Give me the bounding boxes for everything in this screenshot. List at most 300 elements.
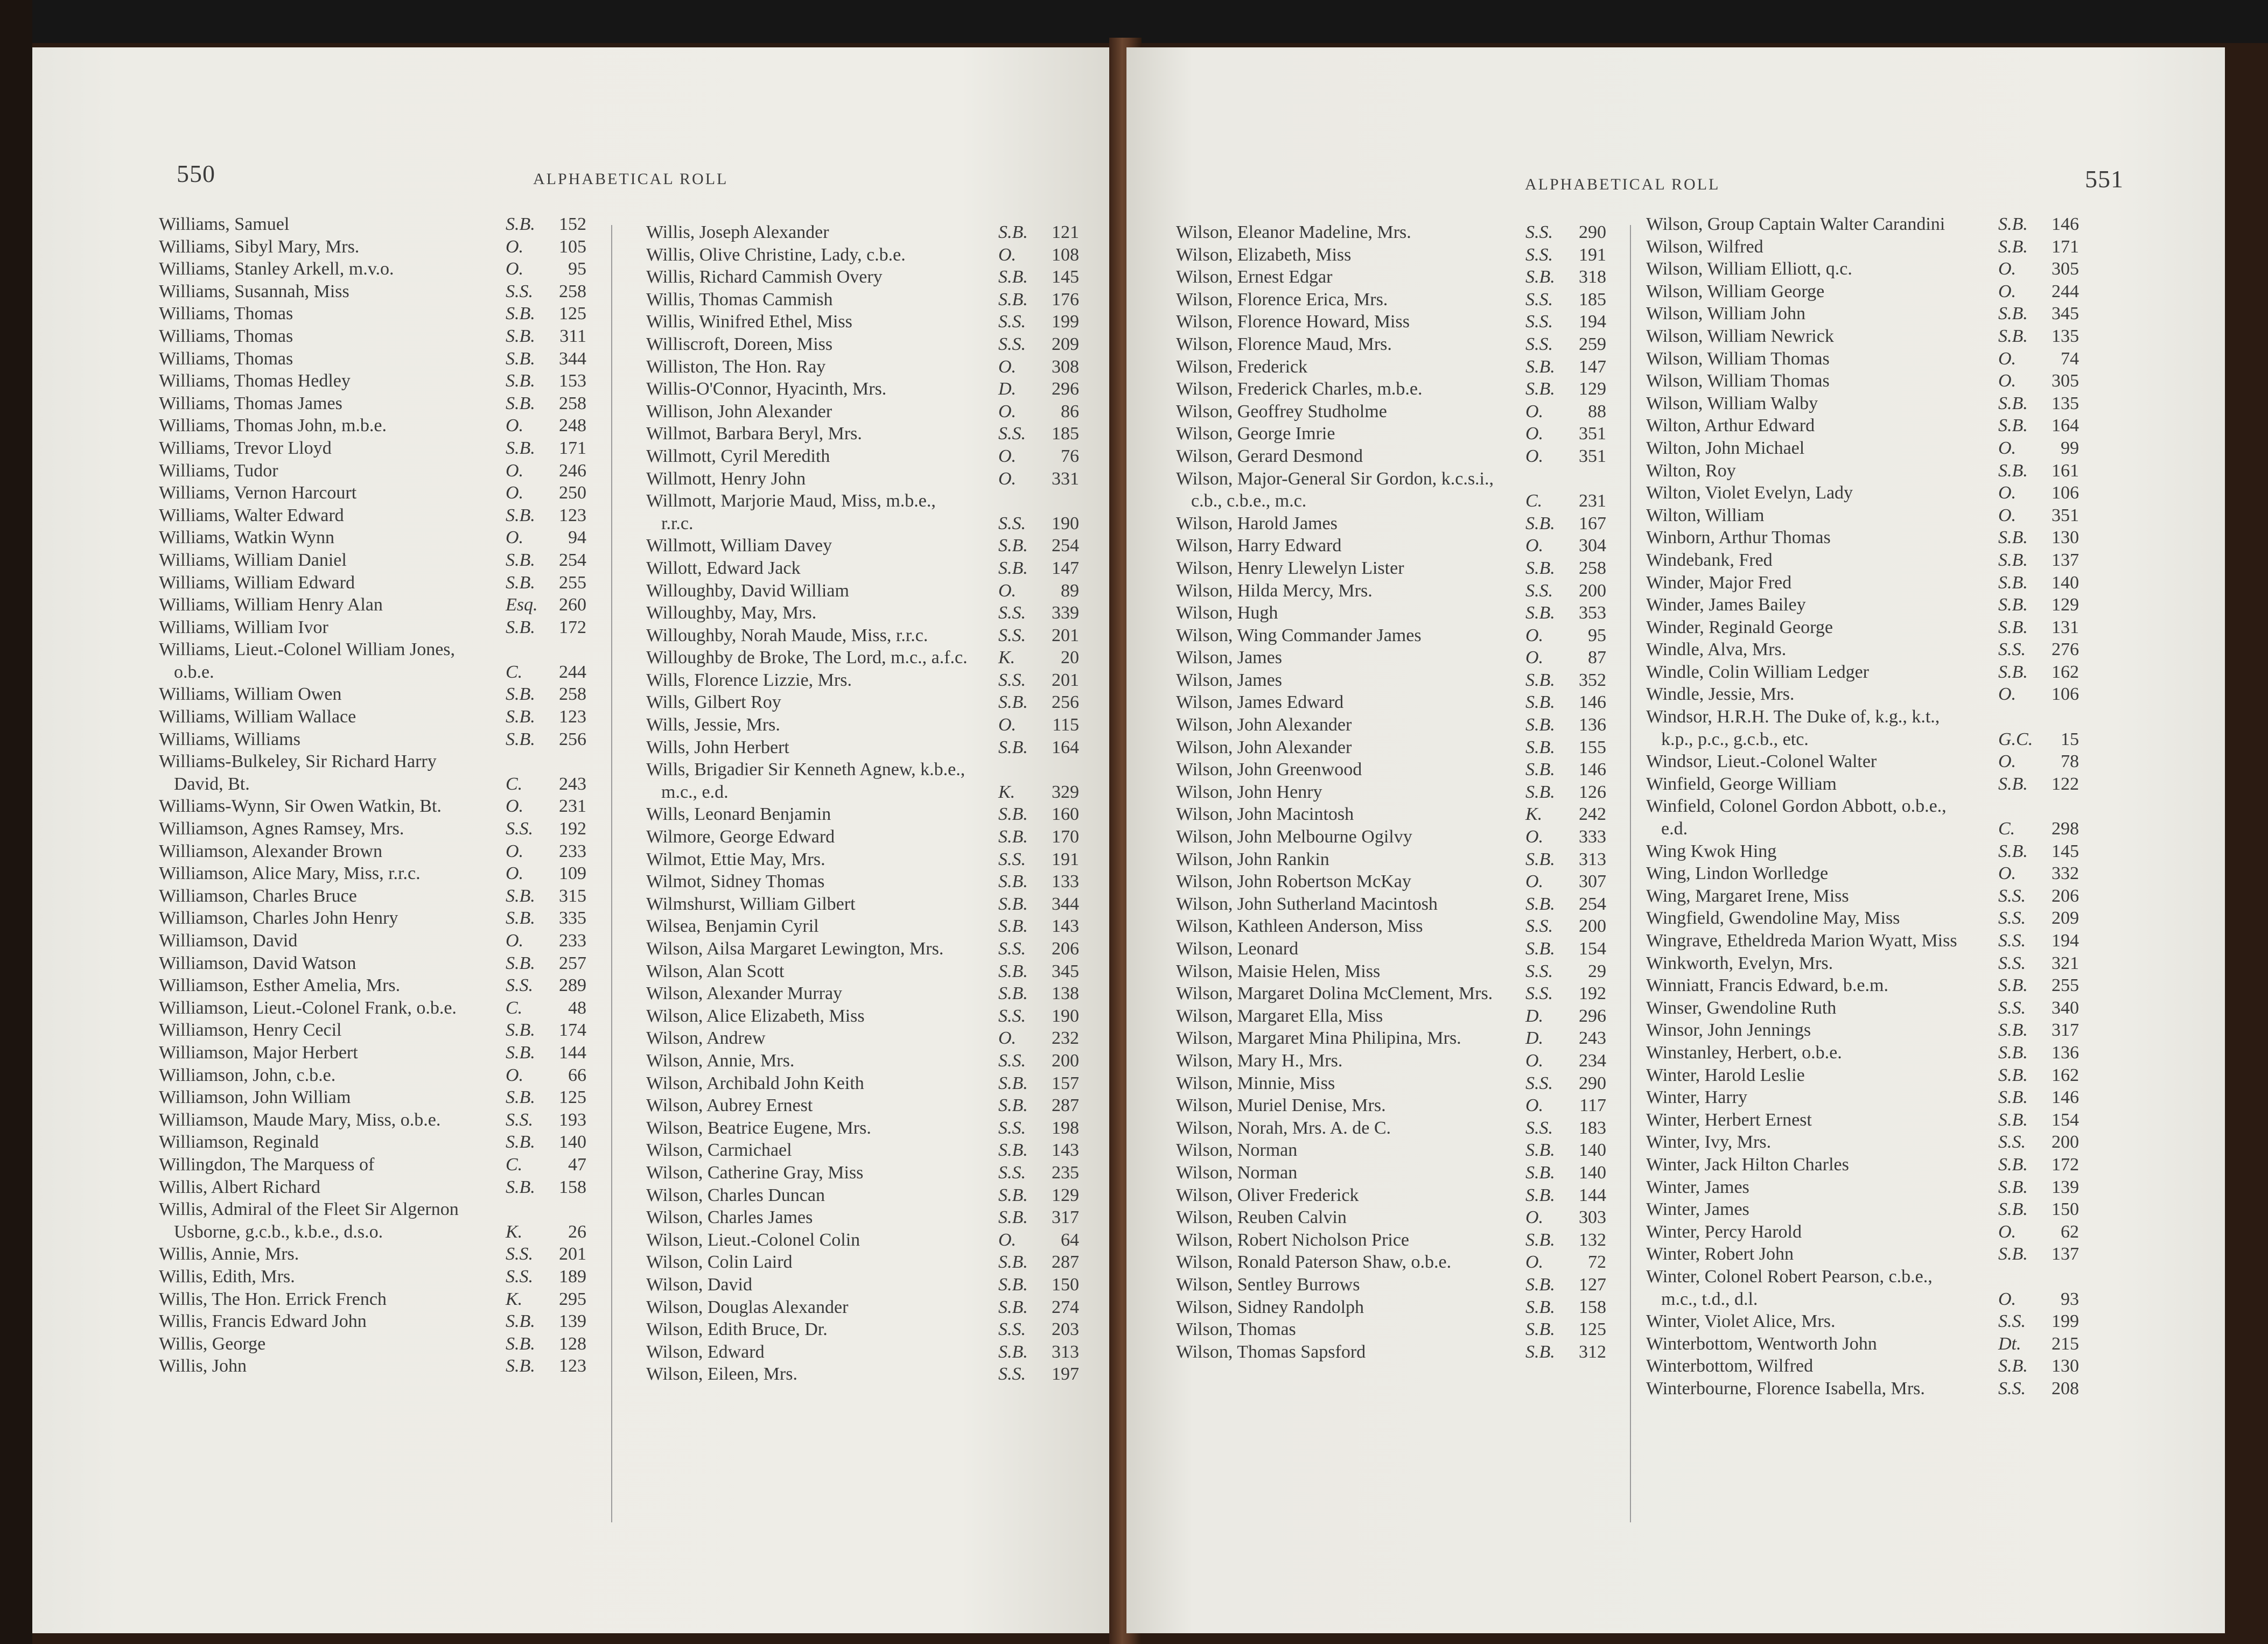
entry-page: 194 xyxy=(1579,312,1606,332)
entry-service: S.S. xyxy=(998,513,1026,533)
entry-name: Willmot, Barbara Beryl, Mrs. xyxy=(646,424,862,444)
entry-page: 162 xyxy=(2052,662,2079,682)
index-entry xyxy=(1646,930,2082,952)
entry-page: 144 xyxy=(559,1042,586,1063)
entry-name: Willis, Albert Richard xyxy=(159,1177,320,1197)
entry-service: O. xyxy=(1525,401,1544,421)
entry-name: Willis, Admiral of the Fleet Sir Algernon Usborne, g.c.b., k.b.e., d.s.o. xyxy=(159,1199,459,1242)
index-entry xyxy=(159,1064,590,1087)
entry-name: Wilson, William Walby xyxy=(1646,393,1818,413)
index-entry xyxy=(159,750,590,795)
index-entry xyxy=(1646,638,2082,661)
index-entry xyxy=(646,289,1082,311)
entry-service: S.S. xyxy=(1998,1378,2026,1399)
entry-page: 321 xyxy=(2052,953,2079,973)
entry-service: O. xyxy=(1525,827,1544,847)
entry-name: Wilson, Eleanor Madeline, Mrs. xyxy=(1176,222,1411,242)
index-entry xyxy=(1646,1154,2082,1176)
index-entry xyxy=(646,1027,1082,1050)
index-entry xyxy=(159,840,590,863)
index-entry xyxy=(159,706,590,728)
entry-name: Wilson, Group Captain Walter Carandini xyxy=(1646,214,1945,234)
entry-page: 115 xyxy=(1052,715,1079,735)
entry-page: 137 xyxy=(2052,550,2079,570)
index-entry xyxy=(159,1109,590,1132)
column-rule xyxy=(611,225,612,1522)
index-entry xyxy=(646,1094,1082,1117)
entry-page: 344 xyxy=(1052,894,1079,914)
entry-name: Willoughby, David William xyxy=(646,580,849,601)
index-entry xyxy=(159,1243,590,1266)
entry-page: 131 xyxy=(2052,617,2079,637)
entry-page: 351 xyxy=(1579,446,1606,466)
entry-page: 276 xyxy=(2052,640,2079,660)
entry-name: Windsor, H.R.H. The Duke of, k.g., k.t., k.p., p.c., g.c.b., etc. xyxy=(1646,707,1940,749)
entry-name: Williams, William Owen xyxy=(159,684,342,705)
entry-page: 139 xyxy=(2052,1177,2079,1197)
entry-service: S.B. xyxy=(998,983,1028,1004)
entry-service: S.B. xyxy=(1525,1230,1555,1250)
entry-name: Wilson, Andrew xyxy=(646,1028,766,1049)
entry-page: 233 xyxy=(559,841,586,861)
entry-name: Wilson, Norah, Mrs. A. de C. xyxy=(1176,1118,1391,1138)
entry-page: 203 xyxy=(1052,1319,1079,1340)
entry-service: S.B. xyxy=(1998,1020,2028,1041)
index-entry xyxy=(1646,862,2082,885)
entry-service: S.B. xyxy=(506,438,535,458)
entry-page: 87 xyxy=(1588,648,1606,668)
entry-page: 215 xyxy=(2052,1333,2079,1354)
entry-name: Wilson, Frederick xyxy=(1176,356,1308,377)
entry-name: Windle, Jessie, Mrs. xyxy=(1646,684,1795,705)
index-entry xyxy=(1646,437,2082,460)
entry-service: K. xyxy=(998,648,1016,668)
entry-service: S.B. xyxy=(1998,416,2028,436)
entry-name: Winniatt, Francis Edward, b.e.m. xyxy=(1646,975,1888,996)
entry-service: S.S. xyxy=(1525,916,1553,937)
entry-service: S.B. xyxy=(506,1311,535,1332)
index-entry xyxy=(159,1288,590,1311)
entry-page: 170 xyxy=(1052,827,1079,847)
entry-name: Wilson, Harold James xyxy=(1176,513,1338,533)
entry-service: S.S. xyxy=(1998,1132,2026,1153)
entry-name: Wilson, Henry Llewelyn Lister xyxy=(1176,558,1404,578)
entry-service: S.B. xyxy=(506,550,535,570)
entry-page: 172 xyxy=(2052,1154,2079,1175)
index-entry xyxy=(159,460,590,482)
entry-service: S.S. xyxy=(1525,1118,1553,1138)
index-entry xyxy=(646,938,1082,960)
entry-name: Wilson, Hilda Mercy, Mrs. xyxy=(1176,580,1373,601)
entry-page: 296 xyxy=(1579,1006,1606,1026)
entry-name: Wilson, William Elliott, q.c. xyxy=(1646,259,1852,279)
entry-service: S.B. xyxy=(506,393,535,413)
entry-name: Williams, Williams xyxy=(159,729,300,749)
entry-name: Williams, Thomas xyxy=(159,348,293,369)
entry-page: 158 xyxy=(559,1177,586,1197)
entry-name: Windle, Colin William Ledger xyxy=(1646,662,1869,682)
index-entry xyxy=(1646,303,2082,325)
entry-name: Winder, Reginald George xyxy=(1646,617,1833,637)
entry-service: S.B. xyxy=(1525,379,1555,399)
entry-name: Willingdon, The Marquess of xyxy=(159,1154,375,1175)
entry-name: Wilson, John Melbourne Ogilvy xyxy=(1176,827,1412,847)
entry-service: O. xyxy=(506,483,524,503)
entry-name: Wilson, Muriel Denise, Mrs. xyxy=(1176,1095,1386,1116)
index-entry xyxy=(159,616,590,639)
index-entry xyxy=(646,266,1082,289)
index-entry xyxy=(159,683,590,706)
entry-service: S.B. xyxy=(998,222,1028,242)
index-entry xyxy=(646,1251,1082,1274)
entry-service: O. xyxy=(506,796,524,817)
entry-page: 144 xyxy=(1579,1185,1606,1205)
index-entry xyxy=(1646,1266,2082,1310)
index-entry xyxy=(1176,445,1609,468)
index-entry xyxy=(1176,266,1609,289)
entry-page: 244 xyxy=(2052,281,2079,301)
entry-page: 199 xyxy=(2052,1311,2079,1332)
entry-name: Winter, Colonel Robert Pearson, c.b.e., m.c., t.d., d.l. xyxy=(1646,1266,1933,1309)
entry-service: S.B. xyxy=(506,953,535,973)
entry-name: Winterbottom, Wentworth John xyxy=(1646,1333,1877,1354)
entry-page: 201 xyxy=(1052,625,1079,645)
entry-service: S.B. xyxy=(1998,304,2028,324)
entry-name: Winter, Harry xyxy=(1646,1087,1747,1108)
entry-service: O. xyxy=(506,841,524,861)
entry-page: 86 xyxy=(1061,401,1079,421)
entry-page: 162 xyxy=(2052,1065,2079,1085)
index-entry xyxy=(1646,504,2082,527)
entry-page: 64 xyxy=(1061,1230,1079,1250)
entry-name: Wilson, John Sutherland Macintosh xyxy=(1176,894,1438,914)
entry-page: 145 xyxy=(1052,267,1079,287)
entry-name: Winterbottom, Wilfred xyxy=(1646,1356,1814,1376)
entry-page: 140 xyxy=(559,1132,586,1153)
entry-name: Willis, Olive Christine, Lady, c.b.e. xyxy=(646,244,906,265)
entry-service: S.B. xyxy=(998,961,1028,981)
index-entry xyxy=(1176,535,1609,557)
entry-name: Wilmore, George Edward xyxy=(646,827,835,847)
entry-name: Wilson, Florence Howard, Miss xyxy=(1176,312,1410,332)
entry-page: 137 xyxy=(2052,1244,2079,1264)
page-number: 551 xyxy=(2085,165,2124,193)
index-entry xyxy=(159,437,590,460)
entry-service: S.B. xyxy=(506,908,535,929)
entry-name: Wilson, James Edward xyxy=(1176,692,1344,713)
index-entry xyxy=(1176,803,1609,826)
entry-service: S.S. xyxy=(998,625,1026,645)
index-entry xyxy=(159,348,590,370)
entry-service: O. xyxy=(998,715,1017,735)
entry-page: 125 xyxy=(1579,1319,1606,1340)
entry-name: Wilson, John Henry xyxy=(1176,782,1322,802)
index-entry xyxy=(159,213,590,236)
entry-name: Wilson, James xyxy=(1176,648,1282,668)
entry-service: O. xyxy=(998,446,1017,466)
entry-page: 78 xyxy=(2061,751,2079,772)
entry-name: Wilson, Geoffrey Studholme xyxy=(1176,401,1387,421)
entry-name: Wilton, John Michael xyxy=(1646,438,1805,458)
entry-page: 135 xyxy=(2052,393,2079,413)
index-entry xyxy=(646,1005,1082,1028)
index-entry xyxy=(1646,526,2082,549)
entry-service: S.B. xyxy=(998,737,1028,757)
index-entry xyxy=(1646,616,2082,639)
entry-name: Wilsea, Benjamin Cyril xyxy=(646,916,819,937)
index-entry xyxy=(646,557,1082,580)
entry-name: Willis, The Hon. Errick French xyxy=(159,1289,387,1309)
entry-name: Wilson, Archibald John Keith xyxy=(646,1073,864,1093)
entry-page: 150 xyxy=(2052,1199,2079,1220)
index-entry xyxy=(646,1117,1082,1140)
entry-page: 47 xyxy=(568,1154,586,1175)
entry-service: S.B. xyxy=(998,1095,1028,1116)
entry-page: 305 xyxy=(2052,259,2079,279)
entry-name: Wilson, John Macintosh xyxy=(1176,804,1354,825)
entry-service: O. xyxy=(1525,625,1544,645)
entry-service: S.S. xyxy=(506,1244,533,1264)
index-entry xyxy=(1176,1206,1609,1229)
entry-page: 298 xyxy=(2052,819,2079,839)
entry-service: S.B. xyxy=(1525,1297,1555,1317)
entry-name: Winter, Harold Leslie xyxy=(1646,1065,1805,1085)
entry-service: S.B. xyxy=(506,371,535,391)
entry-page: 139 xyxy=(559,1311,586,1332)
entry-name: Wilson, James xyxy=(1176,670,1282,690)
entry-name: Wilson, Wilfred xyxy=(1646,236,1763,257)
entry-service: S.B. xyxy=(998,1140,1028,1161)
index-entry xyxy=(1646,907,2082,930)
entry-page: 109 xyxy=(559,863,586,884)
entry-page: 143 xyxy=(1052,916,1079,937)
entry-service: O. xyxy=(506,460,524,481)
index-entry xyxy=(159,504,590,527)
index-entry xyxy=(1176,1318,1609,1341)
index-entry xyxy=(646,960,1082,983)
entry-service: S.S. xyxy=(1525,222,1553,242)
entry-page: 155 xyxy=(1579,737,1606,757)
entry-name: Wilson, Harry Edward xyxy=(1176,536,1342,556)
entry-service: G.C. xyxy=(1998,729,2033,749)
entry-service: S.B. xyxy=(1525,1140,1555,1161)
entry-service: S.B. xyxy=(506,1042,535,1063)
index-entry xyxy=(646,1206,1082,1229)
index-entry xyxy=(646,356,1082,378)
entry-service: S.S. xyxy=(1998,886,2026,906)
entry-page: 351 xyxy=(1579,424,1606,444)
entry-service: S.B. xyxy=(1998,774,2028,794)
index-entry xyxy=(646,580,1082,602)
index-entry xyxy=(646,1341,1082,1364)
entry-name: Wilson, Colin Laird xyxy=(646,1252,793,1273)
entry-name: Wilson, Margaret Mina Philipina, Mrs. xyxy=(1176,1028,1461,1049)
index-entry xyxy=(646,669,1082,692)
entry-page: 303 xyxy=(1579,1207,1606,1228)
entry-page: 154 xyxy=(2052,1109,2079,1130)
index-entry xyxy=(1646,1064,2082,1087)
entry-page: 191 xyxy=(1579,244,1606,265)
entry-name: Willis, George xyxy=(159,1333,266,1354)
entry-service: Esq. xyxy=(506,595,538,615)
entry-name: Winterbourne, Florence Isabella, Mrs. xyxy=(1646,1378,1925,1399)
index-entry xyxy=(1646,236,2082,258)
entry-page: 176 xyxy=(1052,289,1079,310)
entry-name: Willis, Edith, Mrs. xyxy=(159,1266,295,1287)
entry-page: 157 xyxy=(1052,1073,1079,1093)
entry-page: 331 xyxy=(1052,468,1079,489)
entry-name: Winter, Percy Harold xyxy=(1646,1221,1802,1242)
entry-page: 194 xyxy=(2052,931,2079,951)
entry-name: Williams, William Wallace xyxy=(159,707,356,727)
entry-service: O. xyxy=(506,931,524,951)
index-entry xyxy=(1176,826,1609,848)
entry-service: S.B. xyxy=(1525,939,1555,959)
entry-name: Williamson, Henry Cecil xyxy=(159,1020,342,1041)
entry-service: S.B. xyxy=(1525,670,1555,690)
index-entry xyxy=(646,736,1082,759)
entry-name: Wilson, Alice Elizabeth, Miss xyxy=(646,1006,865,1026)
entry-page: 132 xyxy=(1579,1230,1606,1250)
index-entry xyxy=(646,870,1082,893)
entry-service: Dt. xyxy=(1998,1333,2021,1354)
index-entry xyxy=(1176,647,1609,669)
entry-page: 76 xyxy=(1061,446,1079,466)
entry-page: 29 xyxy=(1588,961,1606,981)
index-entry xyxy=(646,1139,1082,1162)
index-entry xyxy=(159,1266,590,1288)
entry-service: O. xyxy=(1525,1252,1544,1273)
index-entry xyxy=(1176,1050,1609,1072)
index-entry xyxy=(1646,750,2082,773)
entry-name: Wills, Florence Lizzie, Mrs. xyxy=(646,670,852,690)
entry-page: 146 xyxy=(2052,214,2079,234)
entry-name: Williscroft, Doreen, Miss xyxy=(646,334,833,354)
entry-name: Williamson, Charles John Henry xyxy=(159,908,398,929)
entry-name: Willoughby de Broke, The Lord, m.c., a.f.c. xyxy=(646,648,968,668)
entry-name: Willmott, William Davey xyxy=(646,536,832,556)
entry-service: S.S. xyxy=(1525,961,1553,981)
entry-page: 243 xyxy=(559,774,586,794)
entry-service: S.S. xyxy=(506,975,533,996)
index-entry xyxy=(646,378,1082,401)
entry-name: Williams, Sibyl Mary, Mrs. xyxy=(159,236,360,257)
entry-page: 20 xyxy=(1061,648,1079,668)
entry-page: 200 xyxy=(1052,1050,1079,1071)
index-entry xyxy=(159,1198,590,1243)
entry-service: S.B. xyxy=(1525,760,1555,780)
entry-name: Winder, Major Fred xyxy=(1646,572,1792,593)
entry-name: Winsor, John Jennings xyxy=(1646,1020,1811,1041)
index-entry xyxy=(1176,1005,1609,1028)
entry-service: K. xyxy=(506,1221,523,1242)
entry-page: 206 xyxy=(2052,886,2079,906)
entry-page: 133 xyxy=(1052,872,1079,892)
entry-page: 153 xyxy=(559,371,586,391)
entry-page: 258 xyxy=(559,281,586,301)
entry-service: S.B. xyxy=(998,558,1028,578)
entry-service: S.B. xyxy=(1525,1319,1555,1340)
index-column-left-1 xyxy=(159,213,590,1378)
entry-service: S.B. xyxy=(506,1020,535,1041)
entry-name: Wilson, Frederick Charles, m.b.e. xyxy=(1176,379,1423,399)
index-entry xyxy=(646,848,1082,871)
entry-page: 66 xyxy=(568,1065,586,1085)
left-background xyxy=(0,0,32,1644)
entry-service: S.S. xyxy=(998,939,1026,959)
entry-page: 258 xyxy=(559,684,586,705)
entry-page: 62 xyxy=(2061,1221,2079,1242)
index-entry xyxy=(1176,938,1609,960)
entry-service: O. xyxy=(998,356,1017,377)
entry-service: S.S. xyxy=(506,819,533,839)
index-entry xyxy=(159,236,590,258)
entry-page: 123 xyxy=(559,505,586,525)
entry-page: 233 xyxy=(559,931,586,951)
index-entry xyxy=(159,997,590,1020)
entry-page: 200 xyxy=(2052,1132,2079,1153)
entry-page: 192 xyxy=(559,819,586,839)
entry-service: S.B. xyxy=(998,536,1028,556)
entry-name: Willott, Edward Jack xyxy=(646,558,801,578)
entry-service: O. xyxy=(1998,259,2017,279)
index-entry xyxy=(1176,1094,1609,1117)
index-entry xyxy=(646,1184,1082,1207)
index-entry xyxy=(159,303,590,325)
entry-page: 125 xyxy=(559,304,586,324)
entry-page: 304 xyxy=(1579,536,1606,556)
entry-name: Wing, Margaret Irene, Miss xyxy=(1646,886,1849,906)
entry-name: Wilton, Roy xyxy=(1646,460,1736,481)
entry-name: Wills, Gilbert Roy xyxy=(646,692,781,713)
index-entry xyxy=(646,602,1082,624)
entry-name: Wilson, Sentley Burrows xyxy=(1176,1274,1360,1295)
index-entry xyxy=(1176,915,1609,938)
entry-page: 258 xyxy=(1579,558,1606,578)
entry-service: S.B. xyxy=(1525,737,1555,757)
entry-page: 99 xyxy=(2061,438,2079,458)
entry-name: Willis, Annie, Mrs. xyxy=(159,1244,299,1264)
entry-service: D. xyxy=(998,379,1017,399)
entry-service: C. xyxy=(506,997,523,1018)
index-entry xyxy=(159,885,590,908)
entry-service: S.B. xyxy=(1998,1109,2028,1130)
entry-page: 318 xyxy=(1579,267,1606,287)
index-entry xyxy=(1646,572,2082,594)
index-entry xyxy=(159,1333,590,1355)
entry-page: 191 xyxy=(1052,849,1079,869)
entry-page: 317 xyxy=(2052,1020,2079,1041)
entry-page: 312 xyxy=(1579,1341,1606,1362)
entry-name: Wilson, Eileen, Mrs. xyxy=(646,1364,797,1385)
entry-service: O. xyxy=(1998,438,2017,458)
entry-service: O. xyxy=(998,580,1017,601)
entry-service: S.S. xyxy=(998,424,1026,444)
index-entry xyxy=(1176,1341,1609,1364)
entry-name: Winter, Jack Hilton Charles xyxy=(1646,1154,1849,1175)
entry-page: 317 xyxy=(1052,1207,1079,1228)
entry-name: Willoughby, May, Mrs. xyxy=(646,603,817,623)
entry-page: 246 xyxy=(559,460,586,481)
entry-page: 129 xyxy=(2052,595,2079,615)
index-entry xyxy=(1176,512,1609,535)
index-entry xyxy=(646,915,1082,938)
entry-service: O. xyxy=(506,863,524,884)
entry-service: S.B. xyxy=(506,348,535,369)
index-entry xyxy=(1646,795,2082,840)
entry-page: 105 xyxy=(559,236,586,257)
entry-name: Williams-Bulkeley, Sir Richard Harry David, Bt. xyxy=(159,751,437,794)
